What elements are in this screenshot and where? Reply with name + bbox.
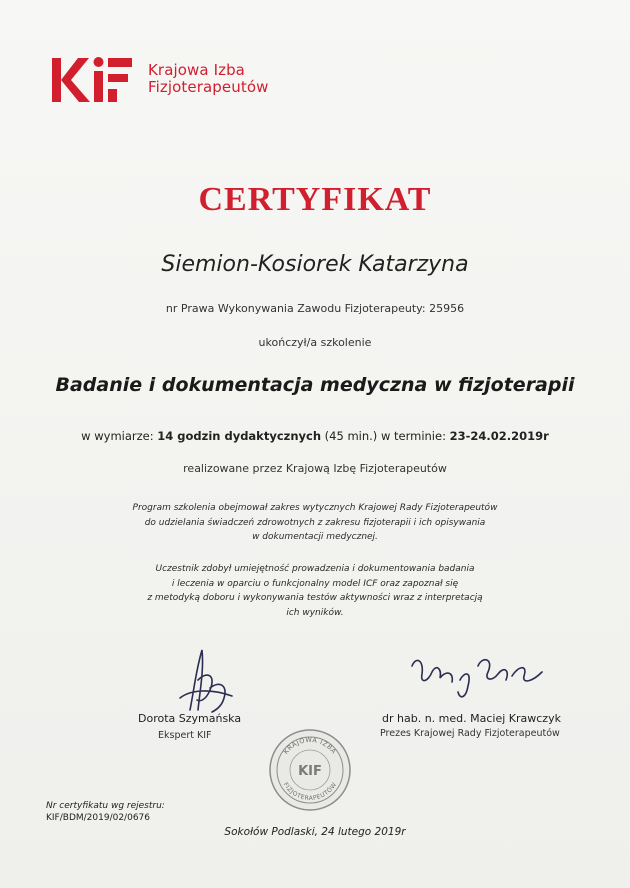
license-number: nr Prawa Wykonywania Zawodu Fizjoterapeuty: 25956	[165, 302, 465, 315]
signature-block-right	[372, 640, 582, 750]
skills-paragraph	[100, 562, 530, 620]
registry-value: KIF/BDM/2019/02/0676	[46, 813, 150, 823]
registry-label: Nr certyfikatu wg rejestru:	[46, 801, 165, 811]
kif-logo-mark	[50, 52, 136, 106]
kif-logo	[50, 52, 268, 106]
program-line: Program szkolenia obejmował zakres wytycznych Krajowej Rady Fizjoterapeutów	[132, 503, 498, 513]
logo-wordmark	[148, 62, 268, 96]
scope-dates: 23-24.02.2019r	[449, 429, 549, 443]
skills-line: Uczestnik zdobył umiejętność prowadzenia i dokumentowania badania	[155, 564, 475, 574]
signatory-left-role: Ekspert KIF	[158, 730, 212, 741]
skills-line: i leczenia w oparciu o funkcjonalny model ICF oraz zapoznał się	[171, 578, 459, 589]
place-and-date: Sokołów Podlaski, 24 lutego 2019r	[224, 826, 406, 838]
seal-center-text: KIF	[298, 764, 322, 779]
scope-hours: 14 godzin dydaktycznych	[157, 429, 322, 443]
organizer-line: realizowane przez Krajową Izbę Fizjoterapeutów	[183, 462, 447, 475]
seal-bottom-text: FIZJOTERAPEUTÓW	[281, 781, 339, 803]
certificate-title: CERTYFIKAT	[198, 181, 432, 218]
completed-label: ukończył/a szkolenie	[258, 336, 372, 349]
scope-mid: (45 min.) w terminie:	[321, 429, 450, 443]
signature-scribble-left	[150, 640, 260, 720]
program-line: w dokumentacji medycznej.	[252, 532, 378, 542]
course-title: Badanie i dokumentacja medyczna w fizjoterapii	[55, 374, 575, 396]
signatory-right-name: dr hab. n. med. Maciej Krawczyk	[382, 712, 561, 725]
skills-line: ich wyników.	[286, 607, 344, 618]
logo-line-2: Fizjoterapeutów	[148, 78, 269, 96]
logo-line-1: Krajowa Izba	[148, 61, 245, 79]
registry-number	[46, 800, 165, 824]
signatory-right-role: Prezes Krajowej Rady Fizjoterapeutów	[380, 728, 560, 739]
skills-line: z metodyką doboru i wykonywania testów aktywności wraz z interpretacją	[147, 593, 483, 603]
seal-top-text: KRAJOWA IZBA	[281, 735, 339, 756]
signatory-left-name: Dorota Szymańska	[138, 712, 242, 725]
signature-block-left	[120, 640, 290, 750]
kif-seal	[268, 728, 352, 812]
recipient-name: Siemion-Kosiorek Katarzyna	[161, 252, 469, 277]
signature-scribble-right	[402, 646, 562, 706]
scope-prefix: w wymiarze:	[81, 429, 158, 443]
course-scope	[0, 429, 630, 443]
program-paragraph	[100, 501, 530, 545]
program-line: do udzielania świadczeń zdrowotnych z zakresu fizjoterapii i ich opisywania	[144, 517, 486, 528]
